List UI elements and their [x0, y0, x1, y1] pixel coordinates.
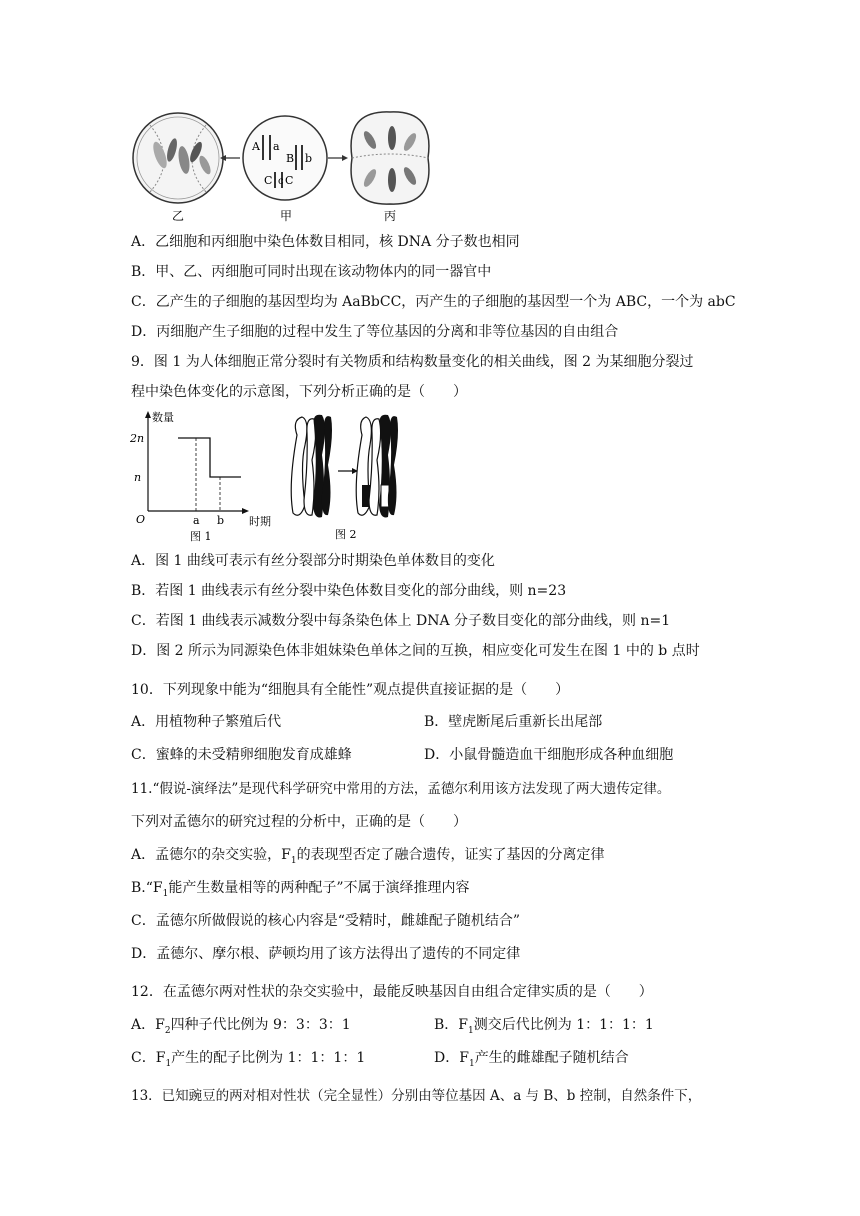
q8-option-c: C．乙产生的子细胞的基因型均为 AaBbCC，丙产生的子细胞的基因型一个为 ABC，一个为 abC — [131, 294, 736, 310]
cell-bing — [351, 112, 429, 204]
q10-option-d: D．小鼠骨髓造血干细胞形成各种血细胞 — [424, 747, 674, 763]
y-tick-2n: 2n — [130, 432, 145, 445]
y-axis-label: 数量 — [152, 411, 174, 424]
q11-option-c: C．孟德尔所做假说的核心内容是“受精时，雌雄配子随机结合” — [131, 913, 521, 929]
q12-option-a: A．$F_2$四种子代比例为 9：3：3：1 — [131, 1017, 351, 1036]
svg-text:C: C — [264, 174, 273, 187]
q11-option-d: D．孟德尔、摩尔根、萨顿均用了该方法得出了遗传的不同定律 — [131, 946, 521, 962]
svg-text:a: a — [273, 140, 280, 153]
cell-yi — [133, 113, 223, 203]
x-axis-label: 时期 — [249, 515, 271, 528]
q10-option-c: C．蜜蜂的未受精卵细胞发育成雄蜂 — [131, 747, 352, 763]
origin-label: O — [136, 513, 146, 526]
q9-option-d: D．图 2 所示为同源染色体非姐妹染色单体之间的互换，相应变化可发生在图 1 中的 b 点时 — [131, 643, 700, 659]
cell-jia — [243, 116, 327, 200]
svg-text:B: B — [286, 152, 295, 165]
q9-option-b: B．若图 1 曲线表示有丝分裂中染色体数目变化的部分曲线，则 n=23 — [131, 583, 567, 599]
fig2-caption: 图 2 — [335, 528, 357, 541]
q9-figures — [0, 405, 860, 545]
q11-stem-line1: 11.“假说-演绎法”是现代科学研究中常用的方法，孟德尔利用该方法发现了两大遗传定律。 — [131, 781, 671, 797]
fig1-caption: 图 1 — [190, 530, 212, 543]
svg-text:A: A — [252, 140, 260, 153]
q9-stem-line2: 程中染色体变化的示意图，下列分析正确的是（ ） — [131, 384, 467, 400]
q12-option-b: B．$F_1$测交后代比例为 1：1：1：1 — [434, 1017, 654, 1036]
caption-jia: 甲 — [280, 209, 293, 223]
q8-option-a: A．乙细胞和丙细胞中染色体数目相同，核 DNA 分子数也相同 — [131, 234, 520, 250]
q12-option-d: D．$F_1$产生的雌雄配子随机结合 — [434, 1050, 629, 1069]
svg-text:b: b — [305, 152, 313, 165]
y-tick-n: n — [134, 471, 142, 484]
q8-option-b: B．甲、乙、丙细胞可同时出现在该动物体内的同一器官中 — [131, 264, 492, 280]
q11-option-a: A．孟德尔的杂交实验，$F_1$的表现型否定了融合遗传，证实了基因的分离定律 — [131, 847, 605, 866]
q11-stem-line2: 下列对孟德尔的研究过程的分析中，正确的是（ ） — [131, 814, 467, 830]
x-tick-b: b — [217, 514, 225, 527]
q10-option-a: A．用植物种子繁殖后代 — [131, 714, 282, 730]
svg-text:c: c — [278, 176, 284, 187]
x-tick-a: a — [193, 514, 200, 527]
caption-bing: 丙 — [384, 209, 397, 223]
q9-option-c: C．若图 1 曲线表示减数分裂中每条染色体上 DNA 分子数目变化的部分曲线，则 n=1 — [131, 613, 671, 629]
q13-stem-line1: 13．已知豌豆的两对相对性状（完全显性）分别由等位基因 A、a 与 B、b 控制，自然条件下， — [131, 1088, 702, 1104]
q9-stem-line1: 9．图 1 为人体细胞正常分裂时有关物质和结构数量变化的相关曲线，图 2 为某细胞分裂过 — [131, 354, 694, 370]
fig2-before — [291, 415, 332, 518]
q12-stem: 12．在孟德尔两对性状的杂交实验中，最能反映基因自由组合定律实质的是（ ） — [131, 984, 653, 1000]
q9-option-a: A．图 1 曲线可表示有丝分裂部分时期染色单体数目的变化 — [131, 553, 495, 569]
caption-yi: 乙 — [172, 209, 185, 223]
svg-text:C: C — [285, 174, 294, 187]
q10-option-b: B．壁虎断尾后重新长出尾部 — [424, 714, 603, 730]
graph-curve — [178, 438, 241, 477]
q12-option-c: C．$F_1$产生的配子比例为 1：1：1：1 — [131, 1050, 366, 1069]
cell-division-figure — [0, 0, 860, 230]
q10-stem: 10．下列现象中能为“细胞具有全能性”观点提供直接证据的是（ ） — [131, 682, 570, 698]
fig2-after — [356, 415, 398, 518]
q8-option-d: D．丙细胞产生子细胞的过程中发生了等位基因的分离和非等位基因的自由组合 — [131, 324, 619, 340]
q11-option-b: $B.“F_1$能产生数量相等的两种配子”不属于演绎推理内容 — [131, 880, 470, 899]
